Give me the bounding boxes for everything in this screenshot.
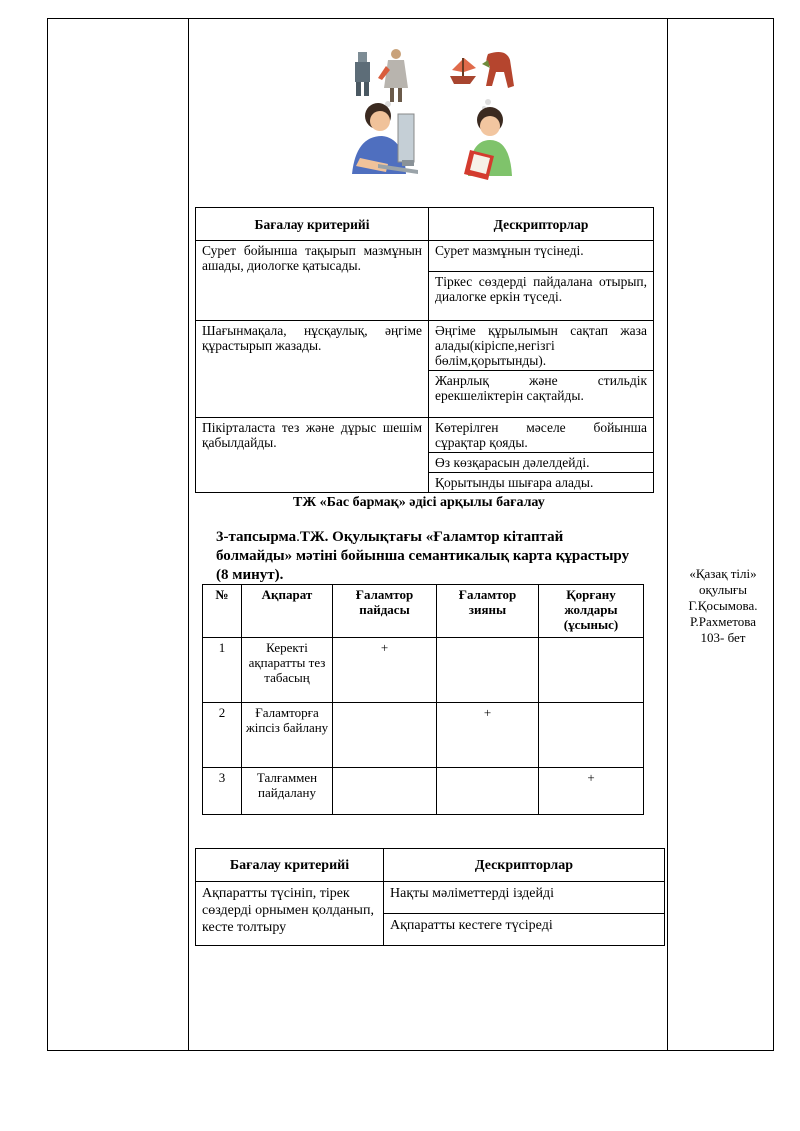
resource-line: оқулығы [698,582,748,597]
descriptors-header: Дескрипторлар [384,849,665,882]
row-benefit: + [333,638,437,703]
row-number: 2 [203,703,242,768]
task-number: 3-тапсырма [216,529,297,545]
row-harm: + [437,703,539,768]
table-row [203,768,644,815]
task-text [216,528,636,585]
row-protection [539,638,644,703]
col-header-harm: Ғаламтор зияны [437,585,539,638]
criteria-header: Бағалау критерийі [196,208,429,241]
ship-figure-icon [450,58,476,84]
col-header-protection: Қорғану жолдары (ұсыныс) [539,585,644,638]
criterion-cell: Шағынмақала, нұсқаулық, әңгіме құрастырып жазады. [196,321,429,418]
descriptor-cell: Қорытынды шығара алады. [429,473,654,493]
descriptor-cell: Әңгіме құрылымын сақтап жаза алады(кіріспе,негізгі бөлім,қорытынды). [429,321,654,371]
resource-line: 103- бет [700,630,746,645]
boy-reading-book-icon [464,107,512,180]
criteria-header: Бағалау критерийі [196,849,384,882]
row-number: 3 [203,768,242,815]
descriptor-cell: Сурет мазмұнын түсінеді. [429,241,654,272]
row-protection [539,703,644,768]
resource-line: Г.Қосымова. [688,598,758,613]
descriptor-cell: Көтерілген мәселе бойынша сұрақтар қояды. [429,418,654,453]
table-row [203,703,644,768]
row-harm [437,768,539,815]
row-info: Талғаммен пайдалану [242,768,333,815]
column-divider-left [188,18,189,1051]
criteria-table-1 [195,207,654,493]
row-protection: + [539,768,644,815]
semantic-map-table [202,584,644,815]
row-info: Ғаламторға жіпсіз байлану [242,703,333,768]
descriptor-cell: Ақпаратты кестеге түсіреді [384,914,665,946]
task-description: ТЖ. Оқулықтағы «Ғаламтор кітаптай болмайды» мәтіні бойынша семантикалық карта құрастыру (8 минут). [216,529,630,583]
boy-at-computer-icon [352,103,418,174]
resource-line: Р.Рахметова [689,614,757,629]
col-header-number: № [203,585,242,638]
descriptors-header: Дескрипторлар [429,208,654,241]
assessment-note: ТЖ «Бас бармақ» әдісі арқылы бағалау [293,495,545,510]
col-header-benefit: Ғаламтор пайдасы [333,585,437,638]
resources-column [672,566,774,646]
descriptor-cell: Өз көзқарасын дәлелдейді. [429,453,654,473]
descriptor-cell: Нақты мәліметтерді іздейді [384,882,665,914]
dinosaur-figure-icon [482,52,514,88]
task-separator: . [296,529,300,545]
column-divider-right [667,18,668,1051]
descriptor-cell: Тіркес сөздерді пайдалана отырып, диалогке еркін түседі. [429,272,654,321]
criterion-cell: Ақпаратты түсініп, тірек сөздерді орнымен қолданып, кесте толтыру [196,882,384,946]
criterion-cell: Сурет бойынша тақырып мазмұнын ашады, диологке қатысады. [196,241,429,321]
knight-figure-icon [378,49,408,102]
row-harm [437,638,539,703]
criteria-table-2 [195,848,665,946]
resource-line: «Қазақ тілі» [689,566,757,581]
row-benefit [333,768,437,815]
criterion-cell: Пікірталаста тез және дұрыс шешім қабылдайды. [196,418,429,493]
table-row [203,638,644,703]
row-benefit [333,703,437,768]
row-info: Керекті ақпаратты тез табасың [242,638,333,703]
row-number: 1 [203,638,242,703]
col-header-info: Ақпарат [242,585,333,638]
illustration-boys-computer-book [338,46,538,181]
descriptor-cell: Жанрлық және стильдік ерекшеліктерін сақтайды. [429,371,654,418]
robot-figure-icon [355,52,370,96]
